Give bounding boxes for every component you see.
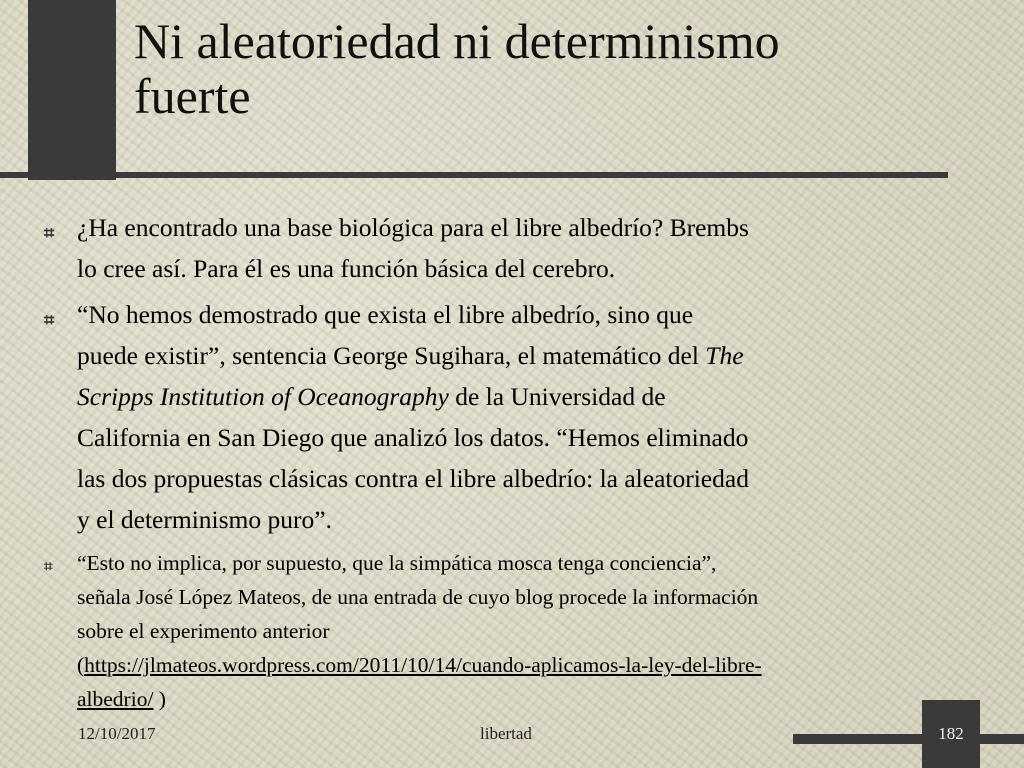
blog-link-part-1[interactable]: https://jlmateos.wordpress.com/2011/10/14/cuando-aplicamos-la-ley-del-libre- [84, 653, 762, 677]
bullet-marker-icon: ⌗ [44, 557, 53, 575]
page-number: 182 [922, 700, 980, 768]
bullet-1-line-1: ¿Ha encontrado una base biológica para el libre albedrío? Brembs [77, 213, 749, 242]
paren-close: ) [153, 687, 166, 711]
bullet-list [44, 207, 984, 716]
footer-decorative-bar [793, 734, 1024, 744]
bullet-marker-icon: ⌗ [44, 223, 55, 244]
bullet-item-3 [44, 546, 984, 716]
bullet-2-line-6: y el determinismo puro”. [77, 505, 332, 534]
title-line-1: Ni aleatoriedad ni determinismo [134, 13, 780, 69]
slide-title [134, 14, 994, 124]
bullet-marker-icon: ⌗ [44, 310, 55, 331]
bullet-2-line-4: California en San Diego que analizó los datos. “Hemos eliminado [77, 423, 749, 452]
bullet-3-line-2: señala José López Mateos, de una entrada de cuyo blog procede la información [77, 585, 759, 609]
blog-link-part-2[interactable]: albedrio/ [77, 687, 154, 711]
bullet-2-line-3 [77, 376, 984, 417]
institution-name-part-1: The [705, 341, 744, 370]
bullet-2-line-1: “No hemos demostrado que exista el libre albedrío, sino que [77, 300, 694, 329]
bullet-3-line-4 [77, 648, 984, 682]
bullet-1-line-2: lo cree así. Para él es una función básica del cerebro. [77, 254, 616, 283]
bullet-2-line-2 [77, 335, 984, 376]
bullet-2-line-3-text: de la Universidad de [448, 382, 666, 411]
decorative-vertical-bar [28, 0, 116, 180]
decorative-horizontal-bar [0, 172, 948, 178]
footer-date: 12/10/2017 [78, 724, 156, 743]
bullet-item-1 [44, 207, 984, 289]
paren-open: ( [77, 653, 85, 677]
bullet-3-line-5 [77, 682, 984, 716]
bullet-item-2 [44, 294, 984, 540]
institution-name-part-2: Scripps Institution of Oceanography [77, 382, 449, 411]
bullet-3-line-1: “Esto no implica, por supuesto, que la simpática mosca tenga conciencia”, [77, 551, 717, 575]
bullet-3-line-3: sobre el experimento anterior [77, 619, 330, 643]
footer-topic: libertad [480, 724, 532, 743]
title-line-2: fuerte [134, 68, 251, 124]
bullet-2-line-5: las dos propuestas clásicas contra el libre albedrío: la aleatoriedad [77, 464, 749, 493]
bullet-2-line-2-text: puede existir”, sentencia George Sugihara, el matemático del [77, 341, 706, 370]
